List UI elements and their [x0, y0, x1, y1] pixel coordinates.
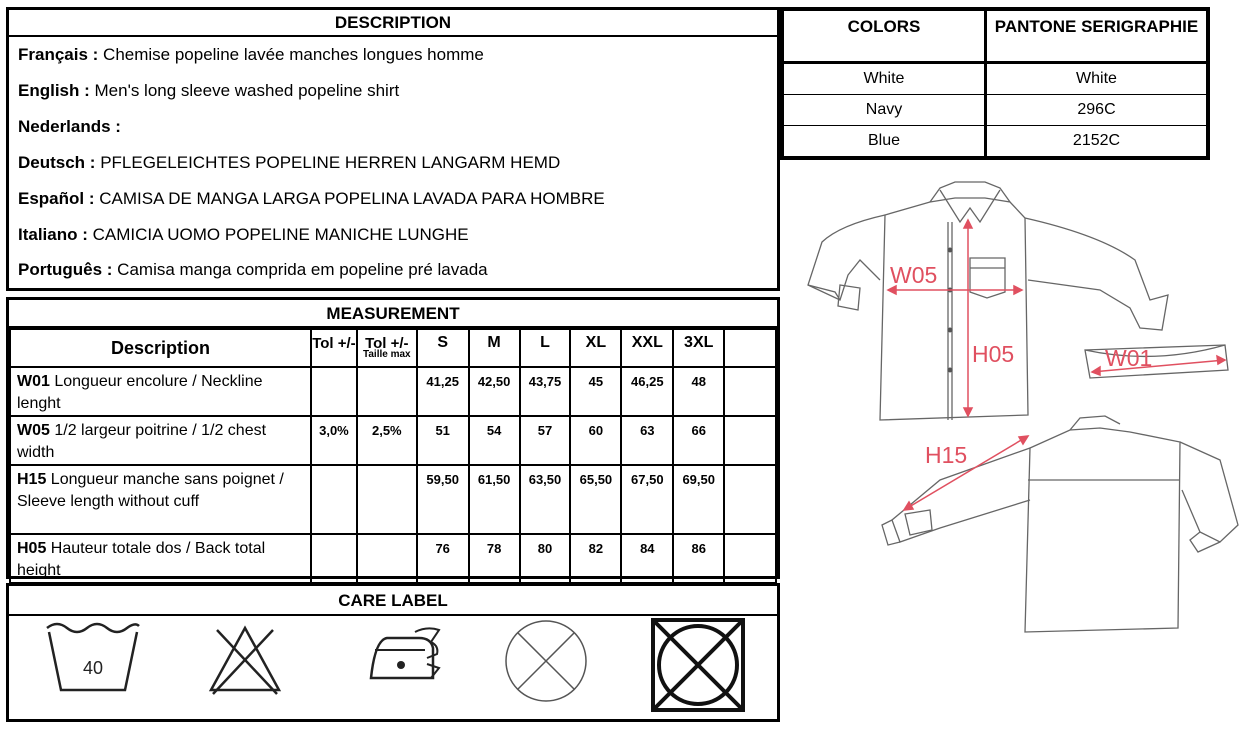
row-value: 78 — [469, 534, 520, 583]
row-value: 48 — [673, 367, 724, 416]
wash-40-icon — [43, 618, 143, 703]
row-value: 63 — [621, 416, 673, 465]
row-value: 76 — [417, 534, 469, 583]
measurement-table — [9, 328, 777, 584]
row-value: 45 — [570, 367, 621, 416]
label-w01: W01 — [1105, 345, 1153, 371]
desc-line-nl: Nederlands : — [18, 117, 121, 136]
color-cell: White — [784, 63, 986, 95]
measurement-header: MEASUREMENT — [9, 300, 777, 328]
desc-line-en: English : Men's long sleeve washed popeline shirt — [18, 81, 400, 100]
row-value: 67,50 — [621, 465, 673, 534]
row-value: 80 — [520, 534, 571, 583]
measurement-box — [6, 297, 780, 579]
iron-low-icon — [357, 618, 447, 703]
row-value: 42,50 — [469, 367, 520, 416]
col-size: L — [520, 329, 571, 367]
row-value: 65,50 — [570, 465, 621, 534]
row-tol: 3,0% — [311, 416, 357, 465]
color-cell: Blue — [784, 126, 986, 157]
row-value: 84 — [621, 534, 673, 583]
col-size: 3XL — [673, 329, 724, 367]
row-value: 46,25 — [621, 367, 673, 416]
label-w05: W05 — [890, 262, 938, 288]
row-tol-max: 2,5% — [357, 416, 417, 465]
table-row — [10, 367, 776, 416]
col-tol: Tol +/- — [311, 329, 357, 367]
label-h05: H05 — [972, 341, 1015, 367]
pantone-cell: White — [986, 63, 1207, 95]
shirt-technical-drawing — [800, 180, 1250, 650]
row-value: 86 — [673, 534, 724, 583]
row-value: 59,50 — [417, 465, 469, 534]
label-h15: H15 — [925, 442, 968, 468]
row-tol-max — [357, 534, 417, 583]
row-value: 57 — [520, 416, 571, 465]
description-header: DESCRIPTION — [9, 10, 777, 37]
row-tol-max — [357, 367, 417, 416]
desc-line-pt: Português : Camisa manga comprida em popeline pré lavada — [18, 260, 488, 279]
table-row — [10, 465, 776, 534]
table-row — [10, 416, 776, 465]
pantone-cell: 296C — [986, 95, 1207, 126]
row-tol — [311, 534, 357, 583]
row-value: 51 — [417, 416, 469, 465]
row-value: 61,50 — [469, 465, 520, 534]
pantone-header: PANTONE SERIGRAPHIE — [986, 11, 1207, 63]
col-tol-max: Tol +/- Taille max — [357, 329, 417, 367]
no-tumble-dry-icon — [651, 618, 745, 717]
row-value: 43,75 — [520, 367, 571, 416]
care-label-header: CARE LABEL — [9, 586, 777, 616]
col-size: XXL — [621, 329, 673, 367]
row-description: H15 Longueur manche sans poignet / Sleeve length without cuff — [10, 465, 311, 534]
no-dry-clean-icon — [503, 618, 589, 709]
color-cell: Navy — [784, 95, 986, 126]
col-size: M — [469, 329, 520, 367]
row-description: W05 1/2 largeur poitrine / 1/2 chest width — [10, 416, 311, 465]
row-empty — [724, 534, 776, 583]
care-label-box — [6, 583, 780, 722]
desc-line-es: Español : CAMISA DE MANGA LARGA POPELINA LAVADA PARA HOMBRE — [18, 189, 605, 208]
description-box — [6, 7, 780, 291]
col-size: XL — [570, 329, 621, 367]
row-value: 82 — [570, 534, 621, 583]
svg-text:40: 40 — [82, 658, 104, 678]
row-empty — [724, 465, 776, 534]
col-empty — [724, 329, 776, 367]
row-empty — [724, 416, 776, 465]
row-empty — [724, 367, 776, 416]
colors-header: COLORS — [784, 11, 986, 63]
row-tol — [311, 367, 357, 416]
table-row — [10, 534, 776, 583]
col-size: S — [417, 329, 469, 367]
row-value: 63,50 — [520, 465, 571, 534]
row-value: 41,25 — [417, 367, 469, 416]
col-description: Description — [10, 329, 311, 367]
desc-line-it: Italiano : CAMICIA UOMO POPELINE MANICHE LUNGHE — [18, 225, 469, 244]
desc-line-de: Deutsch : PFLEGELEICHTES POPELINE HERREN LANGARM HEMD — [18, 153, 561, 172]
colors-table — [780, 7, 1210, 160]
pantone-cell: 2152C — [986, 126, 1207, 157]
row-value: 69,50 — [673, 465, 724, 534]
row-value: 66 — [673, 416, 724, 465]
row-value: 60 — [570, 416, 621, 465]
row-description: W01 Longueur encolure / Neckline lenght — [10, 367, 311, 416]
row-tol — [311, 465, 357, 534]
row-description: H05 Hauteur totale dos / Back total height — [10, 534, 311, 583]
row-value: 54 — [469, 416, 520, 465]
row-tol-max — [357, 465, 417, 534]
no-bleach-icon — [205, 618, 285, 703]
desc-line-fr: Français : Chemise popeline lavée manches longues homme — [18, 45, 484, 64]
